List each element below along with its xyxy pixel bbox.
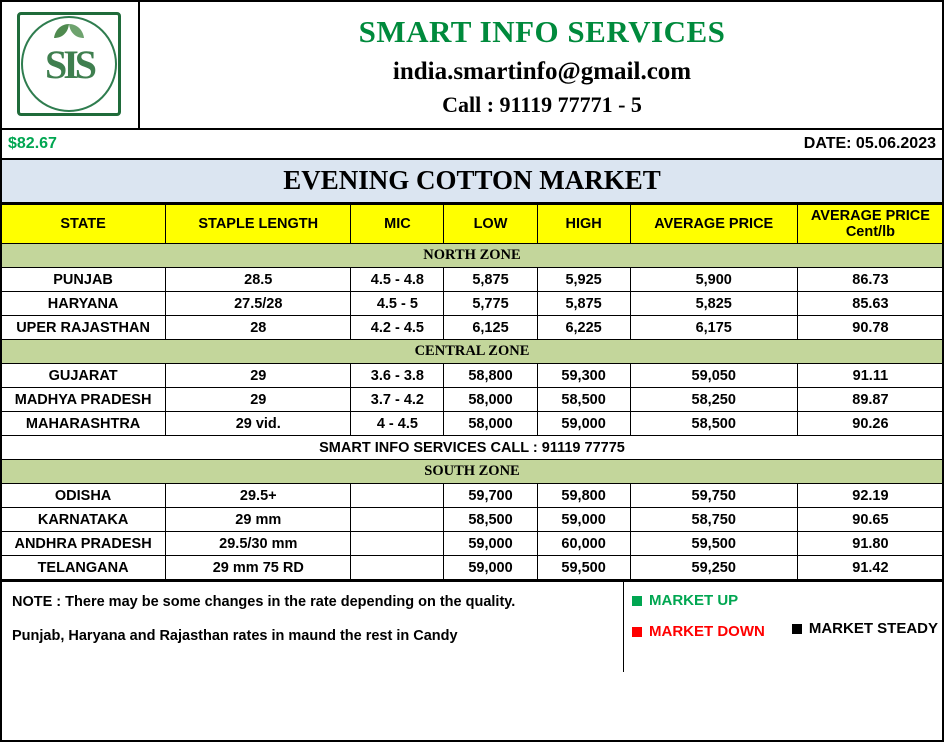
zone-header-north xyxy=(1,244,944,268)
cell-high: 59,000 xyxy=(537,508,630,532)
central-zone-note: SMART INFO SERVICES CALL : 91119 77775 xyxy=(1,436,944,460)
green-square-icon xyxy=(632,596,642,606)
central-zone-note-row xyxy=(1,436,944,460)
cell-high: 59,500 xyxy=(537,556,630,580)
company-email: india.smartinfo@gmail.com xyxy=(392,58,692,85)
cell-mic xyxy=(351,508,444,532)
cell-low: 58,000 xyxy=(444,388,537,412)
legend-market-down-label: MARKET DOWN xyxy=(649,623,765,640)
cell-high: 5,925 xyxy=(537,268,630,292)
cell-mic xyxy=(351,484,444,508)
cell-average-cent: 91.11 xyxy=(797,364,943,388)
cotton-leaf-icon xyxy=(49,22,89,44)
table-header xyxy=(1,205,944,244)
cell-staple: 28 xyxy=(166,316,351,340)
cell-staple: 29.5/30 mm xyxy=(166,532,351,556)
cell-high: 59,000 xyxy=(537,412,630,436)
table-header-row xyxy=(1,205,944,244)
report-date: DATE: 05.06.2023 xyxy=(803,135,936,152)
cell-high: 6,225 xyxy=(537,316,630,340)
cell-state: UPER RAJASTHAN xyxy=(1,316,166,340)
cell-state: HARYANA xyxy=(1,292,166,316)
col-staple-length: STAPLE LENGTH xyxy=(166,205,351,244)
cell-low: 59,000 xyxy=(444,532,537,556)
company-phone: Call : 91119 77771 - 5 xyxy=(442,92,642,117)
cell-staple: 29 xyxy=(166,388,351,412)
cell-state: GUJARAT xyxy=(1,364,166,388)
cell-average: 58,500 xyxy=(630,412,797,436)
table-row xyxy=(1,412,944,436)
cell-mic xyxy=(351,556,444,580)
cell-average-cent: 90.26 xyxy=(797,412,943,436)
table-row xyxy=(1,388,944,412)
col-high: HIGH xyxy=(537,205,630,244)
cell-average: 5,825 xyxy=(630,292,797,316)
legend-market-steady xyxy=(792,620,938,637)
cell-average: 5,900 xyxy=(630,268,797,292)
cell-average: 59,750 xyxy=(630,484,797,508)
legend-market-up xyxy=(632,592,936,609)
note-line-1: NOTE : There may be some changes in the rate depending on the quality. xyxy=(12,594,516,610)
title-cell xyxy=(140,0,944,128)
table-row xyxy=(1,316,944,340)
col-state: STATE xyxy=(1,205,166,244)
cell-average: 6,175 xyxy=(630,316,797,340)
zone-header-central xyxy=(1,340,944,364)
cell-staple: 29 mm xyxy=(166,508,351,532)
zone-title: SOUTH ZONE xyxy=(1,460,944,484)
report-banner: EVENING COTTON MARKET xyxy=(0,160,944,204)
cell-staple: 27.5/28 xyxy=(166,292,351,316)
cell-average-cent: 90.65 xyxy=(797,508,943,532)
usd-rate: $82.67 xyxy=(8,135,57,152)
table-row xyxy=(1,556,944,580)
cell-staple: 29 vid. xyxy=(166,412,351,436)
cell-staple: 28.5 xyxy=(166,268,351,292)
table-body xyxy=(1,244,944,580)
cell-staple: 29 mm 75 RD xyxy=(166,556,351,580)
cell-mic: 4.5 - 4.8 xyxy=(351,268,444,292)
cell-staple: 29 xyxy=(166,364,351,388)
table-row xyxy=(1,508,944,532)
logo-circle xyxy=(21,16,117,112)
cell-high: 59,300 xyxy=(537,364,630,388)
cell-low: 5,875 xyxy=(444,268,537,292)
zone-title: CENTRAL ZONE xyxy=(1,340,944,364)
cell-state: ANDHRA PRADESH xyxy=(1,532,166,556)
cell-state: MAHARASHTRA xyxy=(1,412,166,436)
cell-low: 5,775 xyxy=(444,292,537,316)
cell-high: 59,800 xyxy=(537,484,630,508)
cell-mic xyxy=(351,532,444,556)
table-row xyxy=(1,292,944,316)
cell-state: MADHYA PRADESH xyxy=(1,388,166,412)
cell-average: 59,500 xyxy=(630,532,797,556)
zone-header-south xyxy=(1,460,944,484)
cell-low: 58,000 xyxy=(444,412,537,436)
cell-state: KARNATAKA xyxy=(1,508,166,532)
cell-low: 58,800 xyxy=(444,364,537,388)
cell-state: PUNJAB xyxy=(1,268,166,292)
cell-average-cent: 85.63 xyxy=(797,292,943,316)
zone-title: NORTH ZONE xyxy=(1,244,944,268)
cell-mic: 3.6 - 3.8 xyxy=(351,364,444,388)
col-low: LOW xyxy=(444,205,537,244)
col-average-price-cent xyxy=(797,205,943,244)
cell-high: 58,500 xyxy=(537,388,630,412)
logo-cell xyxy=(0,0,140,128)
cell-mic: 3.7 - 4.2 xyxy=(351,388,444,412)
cell-mic: 4.2 - 4.5 xyxy=(351,316,444,340)
rate-bar xyxy=(0,130,944,160)
cell-average-cent: 91.42 xyxy=(797,556,943,580)
cell-low: 58,500 xyxy=(444,508,537,532)
footer-notes xyxy=(0,582,624,672)
logo-text: SIS xyxy=(44,41,94,87)
logo-box xyxy=(17,12,121,116)
table-row xyxy=(1,484,944,508)
cell-average-cent: 89.87 xyxy=(797,388,943,412)
cell-average: 59,250 xyxy=(630,556,797,580)
cell-average: 58,250 xyxy=(630,388,797,412)
cell-state: TELANGANA xyxy=(1,556,166,580)
col-mic: MIC xyxy=(351,205,444,244)
cell-state: ODISHA xyxy=(1,484,166,508)
report-footer xyxy=(0,580,944,672)
cell-low: 59,000 xyxy=(444,556,537,580)
cell-average: 59,050 xyxy=(630,364,797,388)
cell-average: 58,750 xyxy=(630,508,797,532)
company-name: SMART INFO SERVICES xyxy=(358,14,726,49)
cell-average-cent: 91.80 xyxy=(797,532,943,556)
cell-high: 60,000 xyxy=(537,532,630,556)
table-row xyxy=(1,268,944,292)
cell-low: 6,125 xyxy=(444,316,537,340)
red-square-icon xyxy=(632,627,642,637)
cell-mic: 4.5 - 5 xyxy=(351,292,444,316)
table-row xyxy=(1,364,944,388)
cell-low: 59,700 xyxy=(444,484,537,508)
note-line-2: Punjab, Haryana and Rajasthan rates in maund the rest in Candy xyxy=(12,628,458,644)
table-row xyxy=(1,532,944,556)
col-average-price-cent-line1: AVERAGE PRICE xyxy=(810,208,930,224)
col-average-price-cent-line2: Cent/lb xyxy=(845,224,895,240)
report-header xyxy=(0,0,944,130)
cell-staple: 29.5+ xyxy=(166,484,351,508)
legend-market-steady-label: MARKET STEADY xyxy=(808,620,938,637)
cell-average-cent: 90.78 xyxy=(797,316,943,340)
legend-market-up-label: MARKET UP xyxy=(649,592,739,609)
cell-high: 5,875 xyxy=(537,292,630,316)
footer-legend xyxy=(624,582,944,672)
black-square-icon xyxy=(792,624,802,634)
col-average-price: AVERAGE PRICE xyxy=(630,205,797,244)
cell-average-cent: 86.73 xyxy=(797,268,943,292)
cell-mic: 4 - 4.5 xyxy=(351,412,444,436)
cell-average-cent: 92.19 xyxy=(797,484,943,508)
market-table xyxy=(0,204,944,580)
